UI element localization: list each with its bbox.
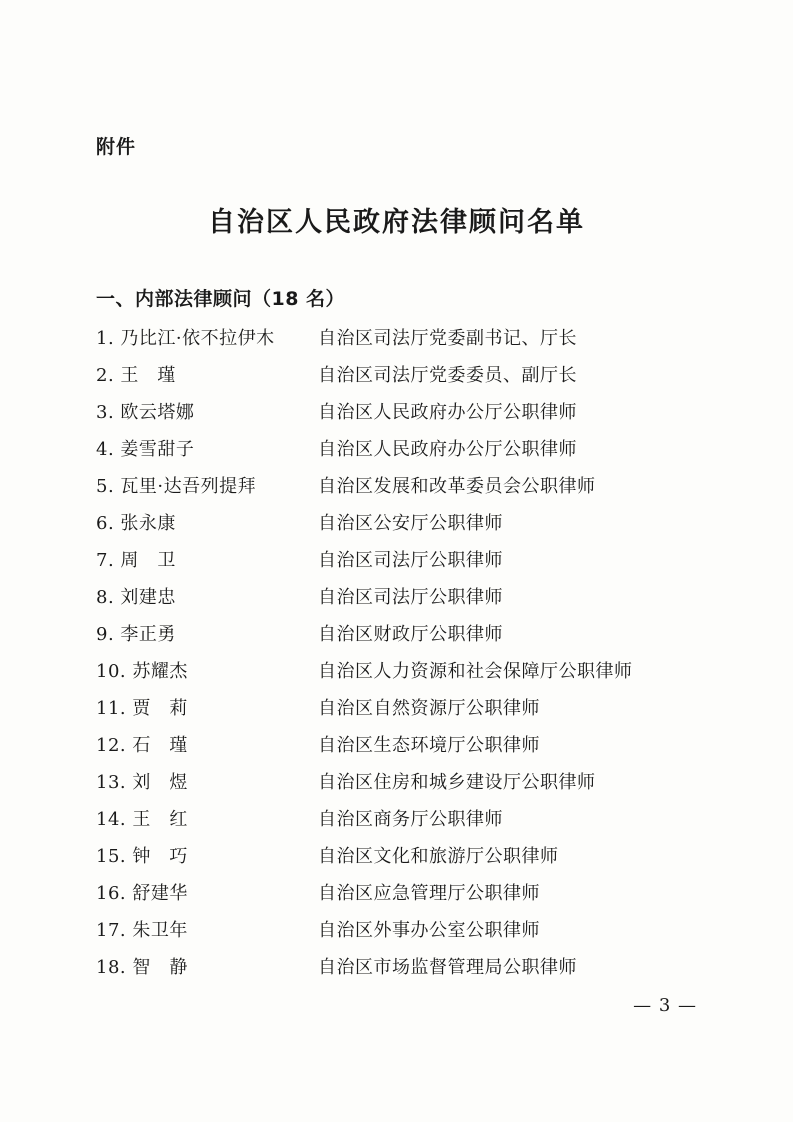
list-item xyxy=(96,657,716,694)
advisor-name: 10. 苏耀杰 xyxy=(96,661,188,682)
list-item xyxy=(96,953,716,990)
advisor-title: 自治区财政厅公职律师 xyxy=(318,624,503,645)
page-title: 自治区人民政府法律顾问名单 xyxy=(208,207,585,238)
advisor-list xyxy=(96,324,716,990)
advisor-name: 14. 王 红 xyxy=(96,809,188,830)
advisor-title: 自治区司法厅党委副书记、厅长 xyxy=(318,328,577,349)
advisor-title: 自治区生态环境厅公职律师 xyxy=(318,735,540,756)
list-item xyxy=(96,916,716,953)
list-item xyxy=(96,509,716,546)
advisor-name: 13. 刘 煜 xyxy=(96,772,188,793)
advisor-title: 自治区发展和改革委员会公职律师 xyxy=(318,476,596,497)
advisor-name: 2. 王 瑾 xyxy=(96,365,176,386)
advisor-name: 3. 欧云塔娜 xyxy=(96,402,195,423)
advisor-title: 自治区人民政府办公厅公职律师 xyxy=(318,439,577,460)
advisor-title: 自治区住房和城乡建设厅公职律师 xyxy=(318,772,596,793)
advisor-title: 自治区外事办公室公职律师 xyxy=(318,920,540,941)
advisor-name: 11. 贾 莉 xyxy=(96,698,188,719)
advisor-name: 1. 乃比江·依不拉伊木 xyxy=(96,328,275,349)
page-number: — 3 — xyxy=(633,995,697,1016)
advisor-name: 4. 姜雪甜子 xyxy=(96,439,195,460)
advisor-name: 18. 智 静 xyxy=(96,957,188,978)
advisor-title: 自治区司法厅公职律师 xyxy=(318,587,503,608)
advisor-name: 6. 张永康 xyxy=(96,513,176,534)
list-item xyxy=(96,361,716,398)
list-item xyxy=(96,842,716,879)
advisor-name: 9. 李正勇 xyxy=(96,624,176,645)
advisor-title: 自治区商务厅公职律师 xyxy=(318,809,503,830)
advisor-name: 16. 舒建华 xyxy=(96,883,188,904)
advisor-title: 自治区文化和旅游厅公职律师 xyxy=(318,846,559,867)
list-item xyxy=(96,731,716,768)
advisor-name: 12. 石 瑾 xyxy=(96,735,188,756)
attachment-label: 附件 xyxy=(96,136,137,158)
advisor-title: 自治区司法厅党委委员、副厅长 xyxy=(318,365,577,386)
advisor-title: 自治区市场监督管理局公职律师 xyxy=(318,957,577,978)
list-item xyxy=(96,324,716,361)
list-item xyxy=(96,879,716,916)
list-item xyxy=(96,768,716,805)
list-item xyxy=(96,546,716,583)
advisor-title: 自治区公安厅公职律师 xyxy=(318,513,503,534)
advisor-title: 自治区应急管理厅公职律师 xyxy=(318,883,540,904)
section-heading-internal-advisors: 一、内部法律顾问（18 名） xyxy=(96,288,346,310)
advisor-title: 自治区自然资源厅公职律师 xyxy=(318,698,540,719)
advisor-title: 自治区人民政府办公厅公职律师 xyxy=(318,402,577,423)
list-item xyxy=(96,805,716,842)
advisor-title: 自治区司法厅公职律师 xyxy=(318,550,503,571)
advisor-name: 5. 瓦里·达吾列提拜 xyxy=(96,476,257,497)
list-item xyxy=(96,694,716,731)
advisor-name: 15. 钟 巧 xyxy=(96,846,188,867)
advisor-name: 17. 朱卫年 xyxy=(96,920,188,941)
advisor-name: 7. 周 卫 xyxy=(96,550,176,571)
advisor-name: 8. 刘建忠 xyxy=(96,587,176,608)
list-item xyxy=(96,472,716,509)
list-item xyxy=(96,398,716,435)
list-item xyxy=(96,583,716,620)
list-item xyxy=(96,435,716,472)
advisor-title: 自治区人力资源和社会保障厅公职律师 xyxy=(318,661,633,682)
list-item xyxy=(96,620,716,657)
